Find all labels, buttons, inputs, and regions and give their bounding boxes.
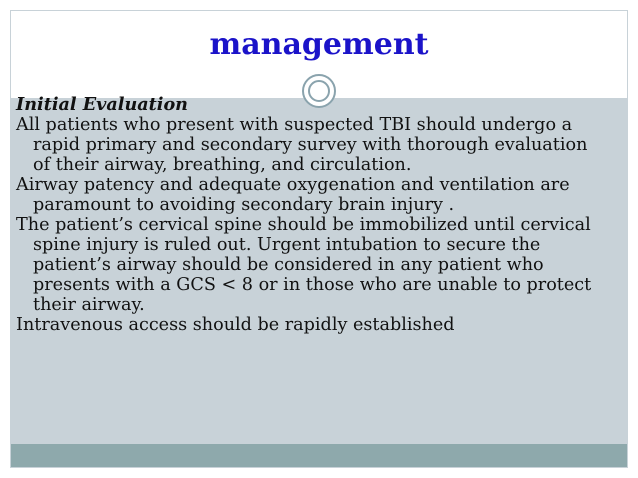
slide-content	[16, 95, 606, 335]
paragraph-1: All patients who present with suspected TBI should undergo a rapid primary and secondary survey with thorough evaluation of their airway, breathing, and circulation.	[16, 115, 588, 175]
slide-title: management	[209, 27, 429, 62]
paragraph-4: Intravenous access should be rapidly established	[16, 315, 455, 335]
section-heading: Initial Evaluation	[16, 94, 188, 115]
double-circle-divider-icon	[302, 74, 336, 108]
paragraph-3: The patient’s cervical spine should be immobilized until cervical spine injury is ruled out. Urgent intubation to secure the patient’s airway should be considered in any patient who presents with a GCS < 8 or in those who are unable to protect their airway.	[16, 215, 592, 315]
inner-circle-icon	[308, 80, 330, 102]
footer-band	[11, 444, 627, 468]
paragraph-2: Airway patency and adequate oxygenation and ventilation are paramount to avoiding secondary brain injury .	[16, 175, 570, 215]
